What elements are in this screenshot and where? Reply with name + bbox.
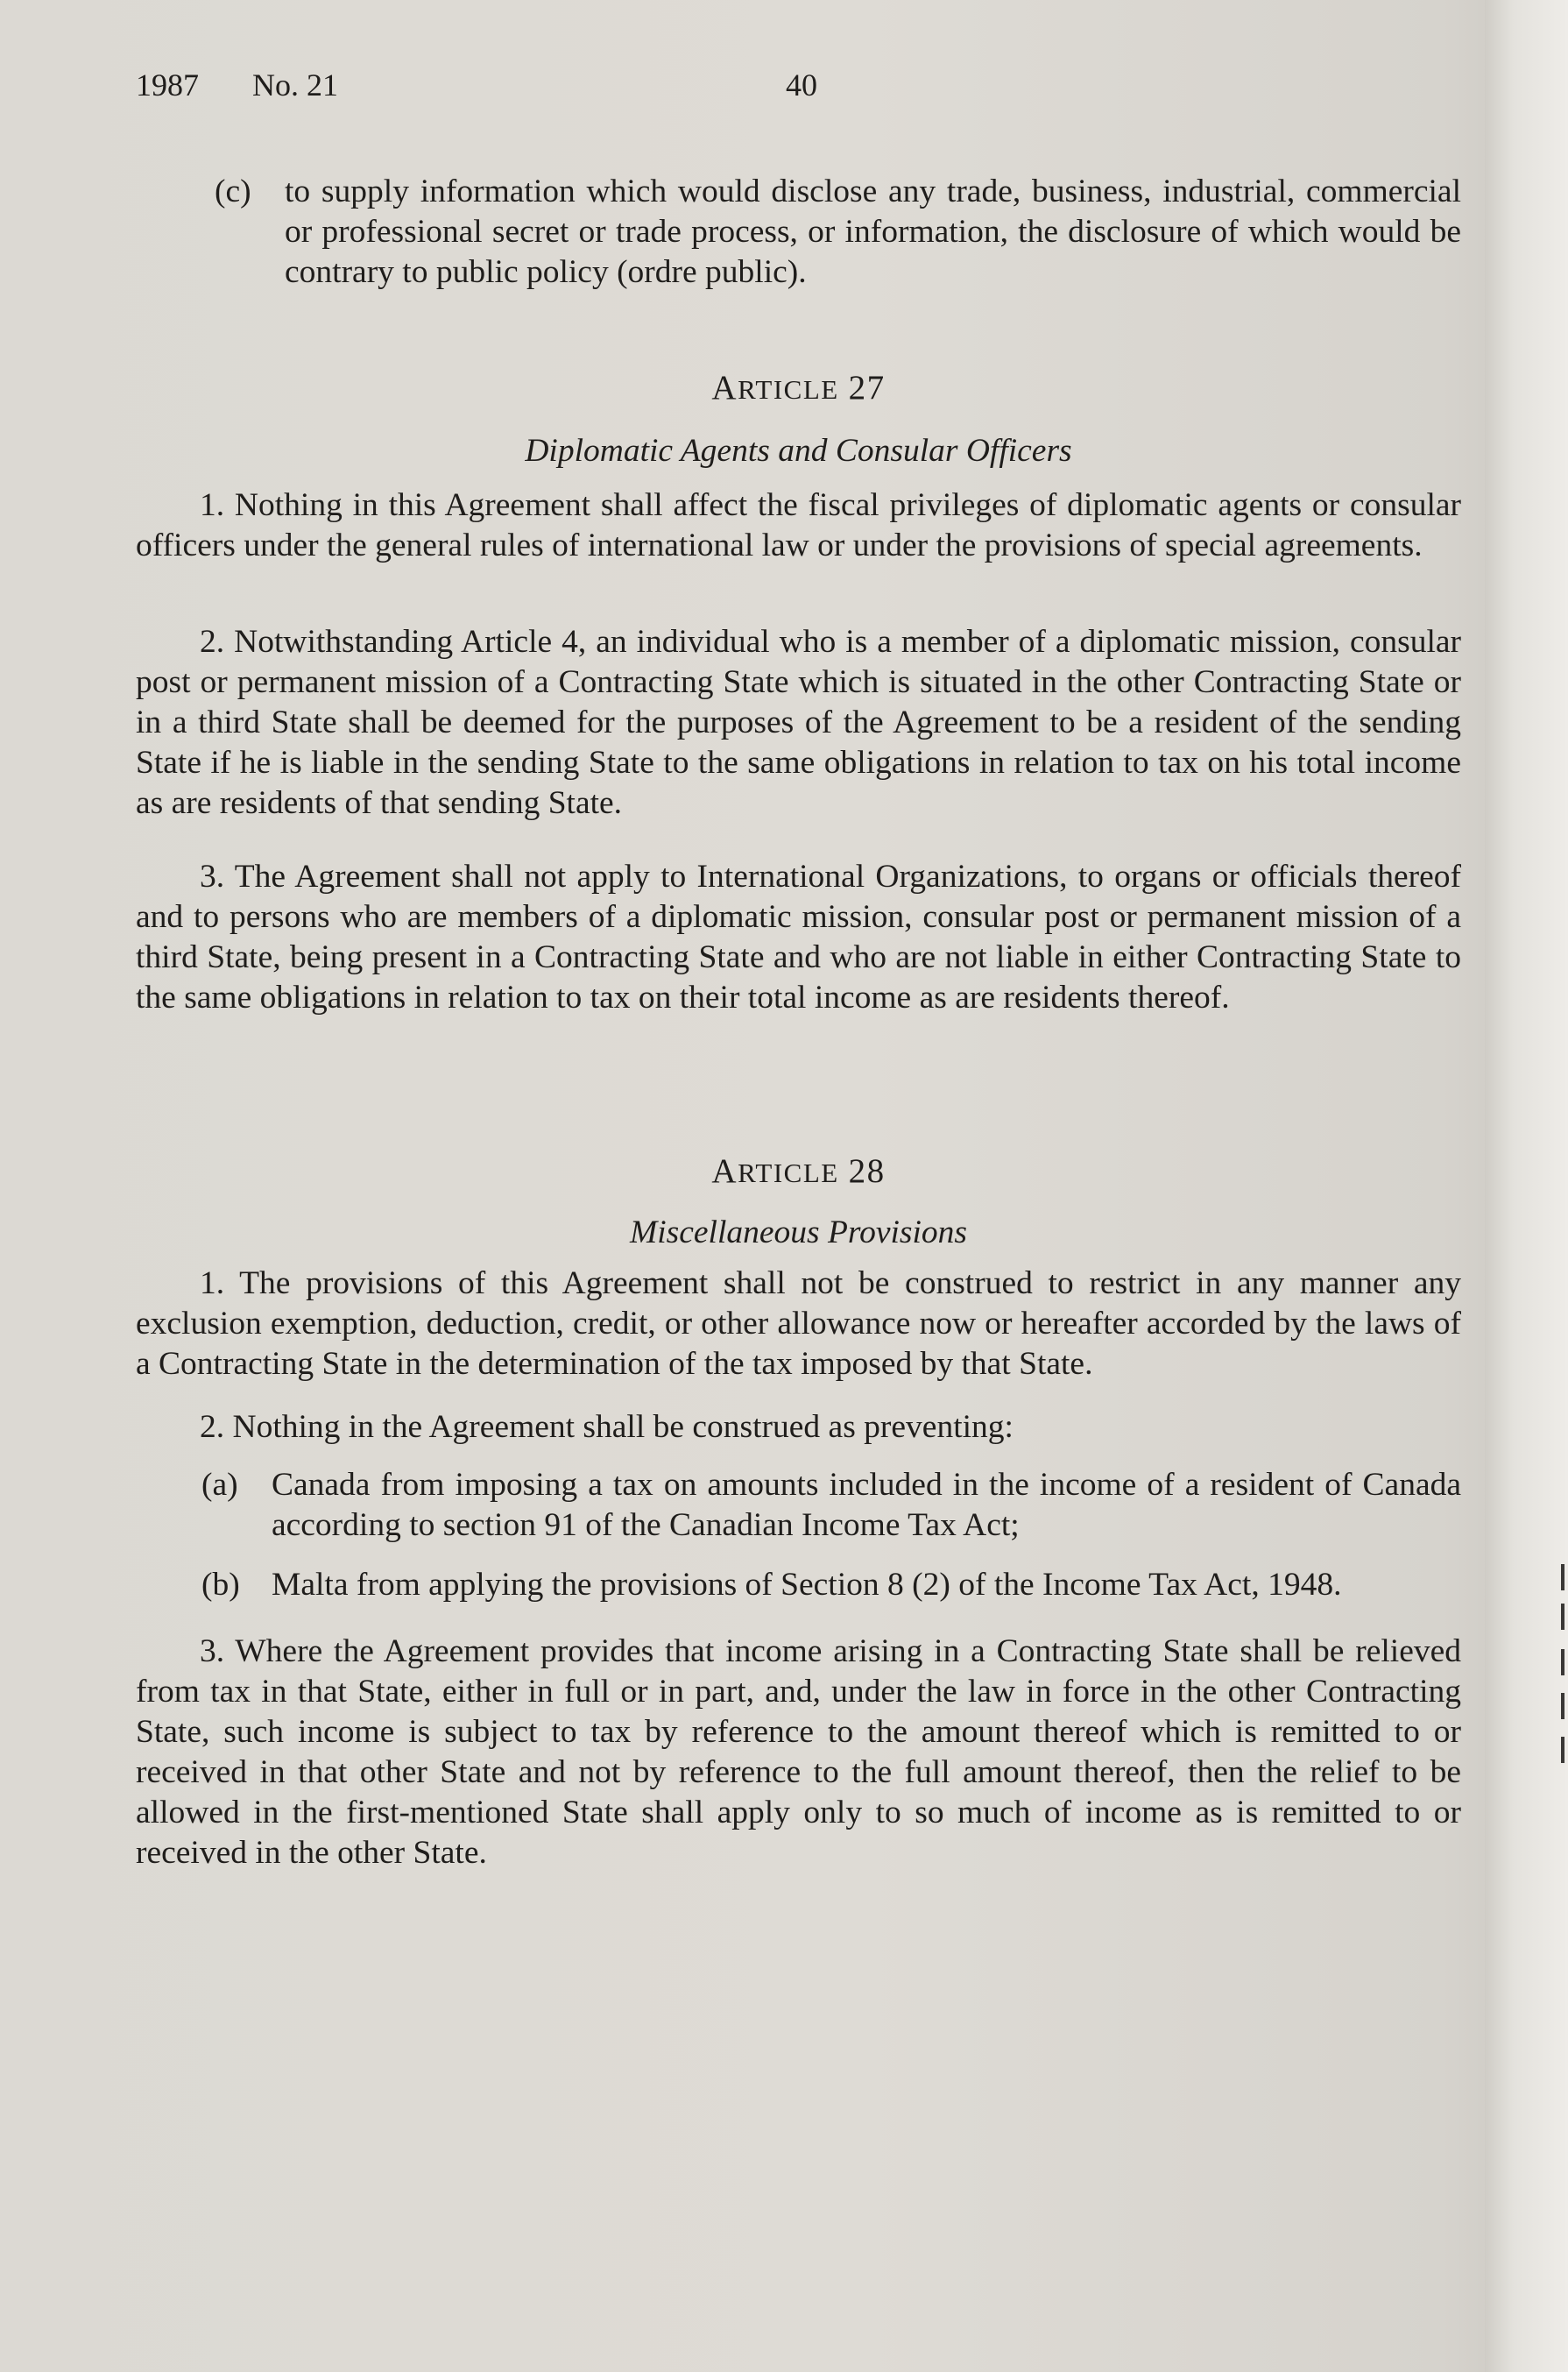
article-28-heading-rest: RTICLE bbox=[738, 1158, 839, 1188]
sub-clause-a-label: (a) bbox=[201, 1467, 238, 1503]
clause-c-label: (c) bbox=[215, 173, 251, 209]
sub-clause-a bbox=[136, 1465, 1461, 1546]
gutter-mark bbox=[1561, 1604, 1564, 1630]
article-28-title: Miscellaneous Provisions bbox=[629, 1214, 968, 1250]
sub-clause-b bbox=[136, 1565, 1461, 1605]
sub-clause-b-text: Malta from applying the provisions of Section 8 (2) of the Income Tax Act, 1948. bbox=[272, 1567, 1342, 1603]
article-27-paragraph-1: 1. Nothing in this Agreement shall affect the fiscal privileges of diplomatic agents or consular officers under the general rules of international law or under the provisions of special agreements. bbox=[136, 487, 1461, 563]
page-number: 40 bbox=[786, 67, 817, 103]
article-28-heading bbox=[136, 1151, 1461, 1193]
article-27-number: 27 bbox=[848, 369, 886, 407]
article-27-heading-rest: RTICLE bbox=[738, 374, 839, 405]
page-header bbox=[136, 67, 1450, 110]
article-28-paragraph-1: 1. The provisions of this Agreement shall not be construed to restrict in any manner any exclusion exemption, deduction, credit, or other allowance now or hereafter accorded by the laws of a Contracting State in the determination of the tax imposed by that State. bbox=[136, 1265, 1461, 1382]
clause-c bbox=[136, 172, 1461, 293]
article-27-heading bbox=[136, 368, 1461, 410]
article-27-heading-initial: A bbox=[711, 369, 738, 407]
document-body bbox=[136, 172, 1461, 1873]
article-27-paragraph-2: 2. Notwithstanding Article 4, an individual who is a member of a diplomatic mission, consular post or permanent mission of a Contracting State which is situated in the other Contracting State or in a third State shall be deemed for the purposes of the Agreement to be a resident of the sending State if he is liable in the sending State to the same obligations in relation to tax on his total income as are residents of that sending State. bbox=[136, 624, 1461, 821]
article-28-heading-initial: A bbox=[711, 1152, 738, 1190]
article-27-paragraph-3: 3. The Agreement shall not apply to International Organizations, to organs or officials thereof and to persons who are members of a diplomatic mission, consular post or permanent mission of a third State, being present in a Contracting State and who are not liable in either Contracting State to the same obligations in relation to tax on their total income as are residents thereof. bbox=[136, 859, 1461, 1016]
gutter-mark bbox=[1561, 1649, 1564, 1675]
article-28-paragraph-3: 3. Where the Agreement provides that income arising in a Contracting State shall be relieved from tax in that State, either in full or in part, and, under the law in force in the other Contracting State, such income is subject to tax by reference to the amount thereof which is remitted to or received in that other State and not by reference to the full amount thereof, then the relief to be allowed in the first-mentioned State shall apply only to so much of income as is remitted to or received in the other State. bbox=[136, 1633, 1461, 1871]
sub-clause-a-text: Canada from imposing a tax on amounts included in the income of a resident of Canada according to section 91 of the Canadian Income Tax Act; bbox=[272, 1467, 1461, 1543]
clause-c-text: to supply information which would disclose any trade, business, industrial, commercial or professional secret or trade process, or information, the disclosure of which would be contrary to public policy (ordre public). bbox=[285, 173, 1461, 290]
article-27-title: Diplomatic Agents and Consular Officers bbox=[525, 433, 1072, 469]
gutter-mark bbox=[1561, 1693, 1564, 1719]
sub-clause-b-label: (b) bbox=[201, 1567, 240, 1603]
gutter-mark bbox=[1561, 1737, 1564, 1763]
article-28-paragraph-2: 2. Nothing in the Agreement shall be construed as preventing: bbox=[200, 1409, 1014, 1445]
book-gutter bbox=[1485, 0, 1568, 2372]
header-year: 1987 bbox=[136, 67, 199, 103]
article-28-number: 28 bbox=[848, 1152, 886, 1190]
header-number: No. 21 bbox=[252, 67, 338, 103]
gutter-mark bbox=[1561, 1564, 1564, 1590]
